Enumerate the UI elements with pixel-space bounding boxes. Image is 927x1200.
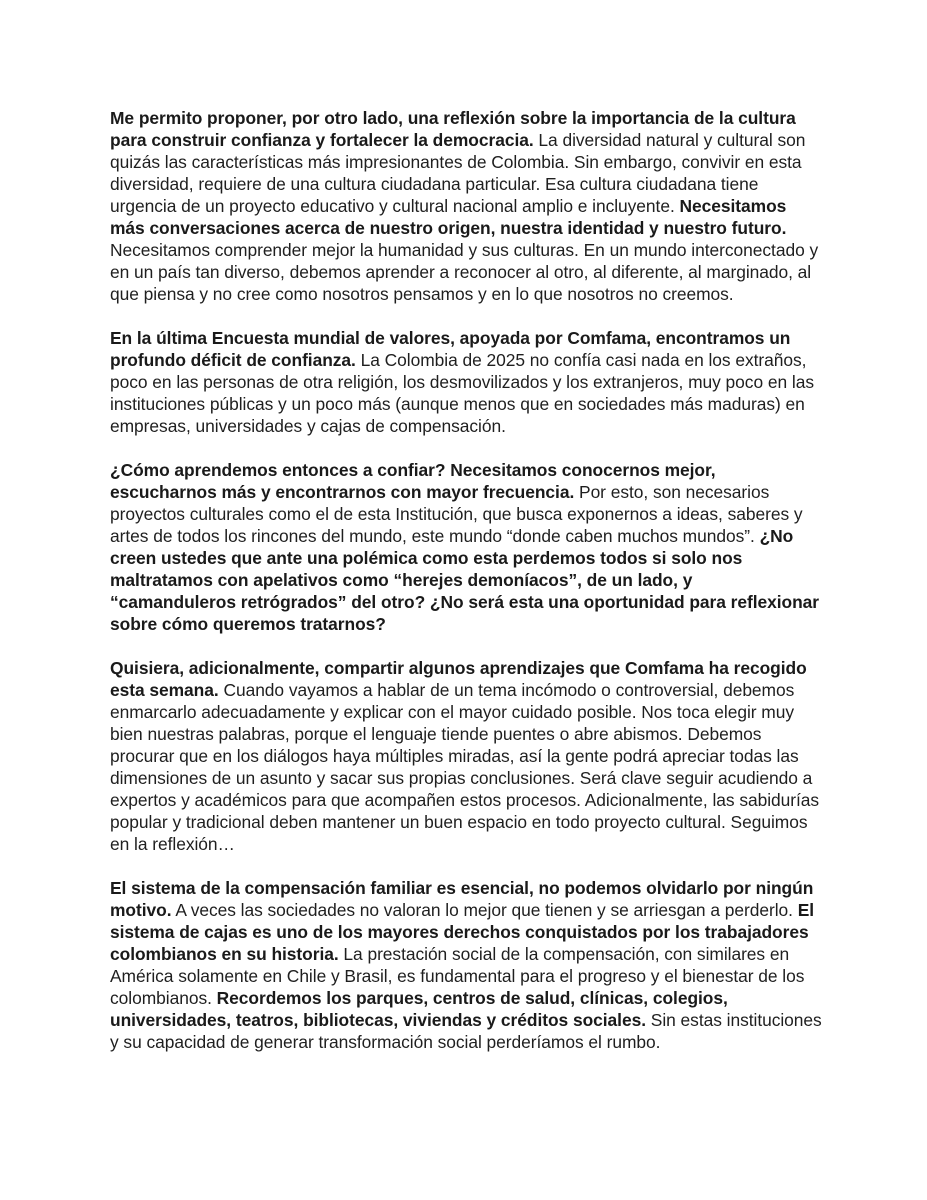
document-page xyxy=(110,107,822,1075)
paragraph-encuesta-valores xyxy=(110,327,822,437)
bold-text: Recordemos los parques, centros de salud, clínicas, colegios, universidades, teatros, bibliotecas, viviendas y créditos sociales. xyxy=(110,988,728,1030)
bold-text: ¿Cómo aprendemos entonces a confiar? Necesitamos conocernos mejor, escucharnos más y encontrarnos con mayor frecuencia. xyxy=(110,460,716,502)
bold-text: Necesitamos más conversaciones acerca de nuestro origen, nuestra identidad y nuestro futuro. xyxy=(110,196,787,238)
bold-text: ¿No creen ustedes que ante una polémica como esta perdemos todos si solo nos maltratamos con apelativos como “herejes demoníacos”, de un lado, y “camanduleros retrógrados” del otro? ¿No será esta una oportunidad para reflexionar sobre cómo queremos tratarnos? xyxy=(110,526,820,634)
body-text: Cuando vayamos a hablar de un tema incómodo o controversial, debemos enmarcarlo adecuadamente y explicar con el mayor cuidado posible. Nos toca elegir muy bien nuestras palabras, porque el lenguaje tiende puentes o abre abismos. Debemos procurar que en los diálogos haya múltiples miradas, así la gente podrá apreciar todas las dimensiones de un asunto y sacar sus propias conclusiones. Será clave seguir acudiendo a expertos y académicos para que acompañen estos procesos. Adicionalmente, las sabidurías popular y tradicional deben mantener un buen espacio en todo proyecto cultural. Seguimos en la reflexión… xyxy=(110,680,820,854)
body-text: Sin estas instituciones y su capacidad de generar transformación social perderíamos el rumbo. xyxy=(110,1010,822,1052)
bold-text: Me permito proponer, por otro lado, una reflexión sobre la importancia de la cultura para construir confianza y fortalecer la democracia. xyxy=(110,108,796,150)
paragraph-aprendizajes xyxy=(110,657,822,855)
body-text: La prestación social de la compensación, con similares en América solamente en Chile y Brasil, es fundamental para el progreso y el bienestar de los colombianos. xyxy=(110,944,805,1008)
paragraph-compensacion-familiar xyxy=(110,877,822,1053)
bold-text: Quisiera, adicionalmente, compartir algunos aprendizajes que Comfama ha recogido esta semana. xyxy=(110,658,807,700)
paragraph-cultura-confianza xyxy=(110,107,822,305)
body-text: La diversidad natural y cultural son quizás las características más impresionantes de Colombia. Sin embargo, convivir en esta diversidad, requiere de una cultura ciudadana particular. Esa cultura ciudadana tiene urgencia de un proyecto educativo y cultural nacional amplio e incluyente. xyxy=(110,130,806,216)
body-text: Necesitamos comprender mejor la humanidad y sus culturas. En un mundo interconectado y en un país tan diverso, debemos aprender a reconocer al otro, al diferente, al marginado, al que piensa y no cree como nosotros pensamos y en lo que nosotros no creemos. xyxy=(110,240,819,304)
bold-text: El sistema de cajas es uno de los mayores derechos conquistados por los trabajadores colombianos en su historia. xyxy=(110,900,815,964)
body-text: La Colombia de 2025 no confía casi nada en los extraños, poco en las personas de otra religión, los desmovilizados y los extranjeros, muy poco en las instituciones públicas y un poco más (aunque menos que en sociedades más maduras) en empresas, universidades y cajas de compensación. xyxy=(110,350,814,436)
body-text: Por esto, son necesarios proyectos culturales como el de esta Institución, que busca exponernos a ideas, saberes y artes de todos los rincones del mundo, este mundo “donde caben muchos mundos”. xyxy=(110,482,803,546)
paragraph-aprender-confiar xyxy=(110,459,822,635)
bold-text: En la última Encuesta mundial de valores, apoyada por Comfama, encontramos un profundo déficit de confianza. xyxy=(110,328,791,370)
body-text: A veces las sociedades no valoran lo mejor que tienen y se arriesgan a perderlo. xyxy=(171,900,798,920)
bold-text: El sistema de la compensación familiar es esencial, no podemos olvidarlo por ningún motivo. xyxy=(110,878,814,920)
